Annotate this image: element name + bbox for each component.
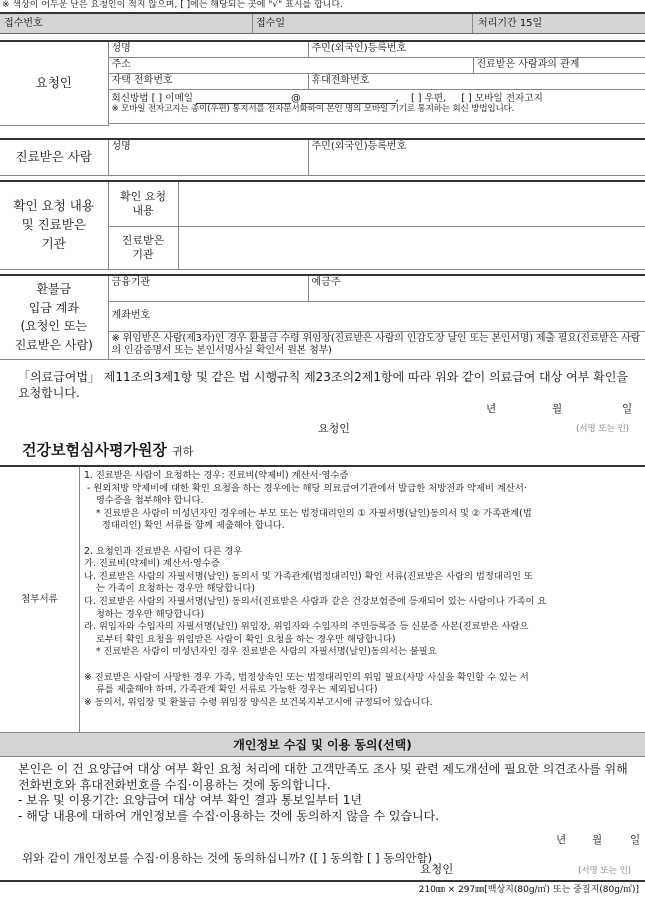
attachment-line: 류를 제출해야 하며, 가족관계 확인 서류로 가능한 경우는 제외됩니다) [84, 684, 378, 696]
requester-label: 요청인 [0, 41, 108, 125]
attachment-line: ※ 동의서, 위임장 및 환불금 수령 위임장 양식은 보건복지부고시에 규정되어 있습니다. [84, 696, 433, 708]
consent-text [18, 762, 640, 824]
consent-applicant-label: 요청인 [420, 862, 454, 876]
top-note: ※ 색상이 어두운 난은 요청인이 적지 않으며, [ ]에는 해당되는 곳에 "√" 표시를 합니다. [2, 0, 344, 10]
reply-post-checkbox[interactable]: [ ] 우편, [410, 92, 447, 104]
date-year-label: 년 [486, 403, 497, 415]
consent-question[interactable]: 위와 같이 개인정보를 수집·이용하는 것에 동의하십니까? ([ ] 동의함 [ ] 동의안함) [22, 851, 433, 865]
attachment-line: 라. 위임자와 수임자의 자필서명(날인) 위임장, 위임자와 수임자의 주민등록증 등 신분증 사본(진료받은 사람으 [84, 621, 529, 633]
date-month-label: 월 [552, 403, 563, 415]
attachment-line [84, 659, 640, 672]
requester-regno-field[interactable]: 주민(외국인)등록번호 [308, 41, 645, 57]
requester-address-field[interactable]: 주소 [108, 57, 473, 73]
attachment-line: * 진료받은 사람이 미성년자인 경우 진료받은 사람의 자필서명(날인)동의서는 불필요 [84, 646, 437, 658]
consent-signature-hint[interactable]: (서명 또는 인) [578, 866, 632, 876]
reply-method-row [112, 93, 643, 105]
legal-basis-text: 「의료급여법」 제11조의3제1항 및 같은 법 시행규칙 제23조의2제1항에 따라 위와 같이 의료급여 대상 여부 확인을 요청합니다. [18, 370, 628, 400]
attachment-line: 2. 요청인과 진료받은 사람이 다른 경우 [84, 545, 243, 557]
attachment-line: 영수증을 첨부해야 합니다. [84, 495, 204, 507]
consent-date-year: 년 [556, 834, 567, 846]
date-day-label: 일 [622, 403, 633, 415]
reply-mobile-checkbox[interactable]: [ ] 모바일 전자고지 [461, 92, 543, 104]
signature-hint[interactable]: (서명 또는 인) [576, 424, 630, 434]
receipt-date-label: 접수일 [256, 18, 285, 29]
attachment-line: ※ 진료받은 사람이 사망한 경우 가족, 법정상속인 또는 법정대리인의 위임 필요(사망 사실을 확인할 수 있는 서 [84, 671, 529, 683]
refund-note: ※ 위임받은 사람(제3자)인 경우 환불금 수령 위임장(진료받은 사람의 인감도장 날인 또는 본인서명) 제출 필요(진료받은 사람의 인감증명서 또는 본인서명사실 확인서 원본 첨부) [108, 331, 645, 359]
consent-title: 개인정보 수집 및 이용 동의(선택) [0, 733, 645, 757]
attachment-line: 1. 진료받은 사람이 요청하는 경우: 진료비(약제비) 계산서·영수증 [84, 470, 349, 481]
consent-retention-item: - 보유 및 이용기간: 요양급여 대상 여부 확인 결과 통보일부터 1년 [18, 793, 362, 807]
consent-date-day: 일 [630, 834, 641, 846]
header-bar [0, 12, 645, 34]
email-local-blank[interactable] [196, 94, 291, 104]
attachment-line: 다. 진료받은 사람의 자필서명(날인) 동의서(진료받은 사람과 같은 건강보험증에 등재되어 있는 사람이나 가족이 요 [84, 595, 547, 607]
attachment-line: 정대리인) 확인 서류를 함께 제출해야 합니다. [84, 520, 285, 532]
requester-home-phone-field[interactable]: 자택 전화번호 [108, 73, 308, 89]
attachment-line [84, 533, 640, 546]
account-number-field[interactable]: 계좌번호 [108, 301, 645, 331]
email-at-sign: @ [291, 92, 301, 104]
attachment-line: 청하는 경우만 해당합니다) [84, 608, 205, 620]
attachments-section [0, 465, 645, 733]
attachments-label: 첨부서류 [0, 467, 80, 732]
receipt-number-label: 접수번호 [4, 18, 43, 29]
attachment-line: 나. 진료받은 사람의 자필서명(날인) 동의서 및 가족관계(법정대리인) 확인 서류(진료받은 사람의 법정대리인 또 [84, 570, 533, 582]
refund-account-table [0, 274, 645, 360]
request-detail-label: 확인 요청 내용 및 진료받은 기관 [0, 181, 108, 269]
consent-body: 본인은 이 건 요양급여 대상 여부 확인 요청 처리에 대한 고객만족도 조사 및 관련 제도개선에 필요한 의견조사를 위해 전화번호와 휴대전화번호를 수집·이용하는 것에 동의합니다. [18, 762, 628, 792]
email-domain-blank[interactable] [301, 94, 396, 104]
patient-name-field[interactable]: 성명 [108, 139, 308, 175]
patient-regno-field[interactable]: 주민(외국인)등록번호 [308, 139, 645, 175]
processing-period-label: 처리기간 15일 [478, 18, 543, 29]
requester-name-field[interactable]: 성명 [108, 41, 308, 57]
attachment-line: 로부터 확인 요청을 위임받은 사람이 확인 요청을 하는 경우만 해당합니다) [84, 633, 396, 645]
treatment-institution-field[interactable] [178, 226, 645, 269]
reply-method-note: ※ 모바일 전자고지는 종이(우편) 통지서를 전자문서화하여 본인 명의 모바일 기기로 통지하는 회신 방법입니다. [111, 104, 515, 115]
header-divider [472, 14, 473, 33]
account-holder-field[interactable]: 예금주 [308, 275, 645, 301]
attachment-line: 가. 진료비(약제비) 계산서·영수증 [84, 558, 220, 570]
requester-mobile-field[interactable]: 휴대전화번호 [308, 73, 645, 89]
requester-table [0, 40, 645, 126]
bank-field[interactable]: 금융기관 [108, 275, 308, 301]
request-content-label: 확인 요청 내용 [108, 181, 178, 226]
email-comma: , [395, 92, 399, 104]
request-detail-table [0, 180, 645, 270]
treatment-institution-label: 진료받은 기관 [108, 226, 178, 269]
recipient-title: 건강보험심사평가원장 귀하 [22, 441, 194, 459]
attachment-line: 는 가족이 요청하는 경우만 해당합니다) [84, 583, 255, 595]
request-content-field[interactable] [178, 181, 645, 226]
attachment-line: * 진료받은 사람이 미성년자인 경우에는 부모 또는 법정대리인의 ① 자필서명(날인)동의서 및 ② 가족관계(법 [84, 507, 532, 519]
reply-email-checkbox[interactable]: 회신방법 [ ] 이메일 [111, 92, 194, 104]
consent-date-month: 월 [592, 834, 603, 846]
patient-label: 진료받은 사람 [0, 139, 108, 175]
attachments-list [84, 470, 640, 709]
consent-refusal-item: - 해당 내용에 대하여 개인정보를 수집·이용하는 것에 동의하지 않을 수 있습니다. [18, 808, 440, 823]
header-divider [252, 14, 253, 33]
patient-table [0, 138, 645, 176]
attachment-line: - 원외처방 약제비에 대한 확인 요청을 하는 경우에는 해당 의료급여기관에서 발급한 처방전과 약제비 계산서· [84, 482, 527, 494]
paper-spec-footer: 210㎜ × 297㎜[백상지(80g/㎡) 또는 중질지(80g/㎡)] [0, 880, 645, 896]
refund-account-label: 환불금 입금 계좌 (요청인 또는 진료받은 사람) [0, 275, 108, 359]
requester-relation-field[interactable]: 진료받은 사람과의 관계 [473, 57, 645, 73]
applicant-label: 요청인 [318, 422, 350, 435]
